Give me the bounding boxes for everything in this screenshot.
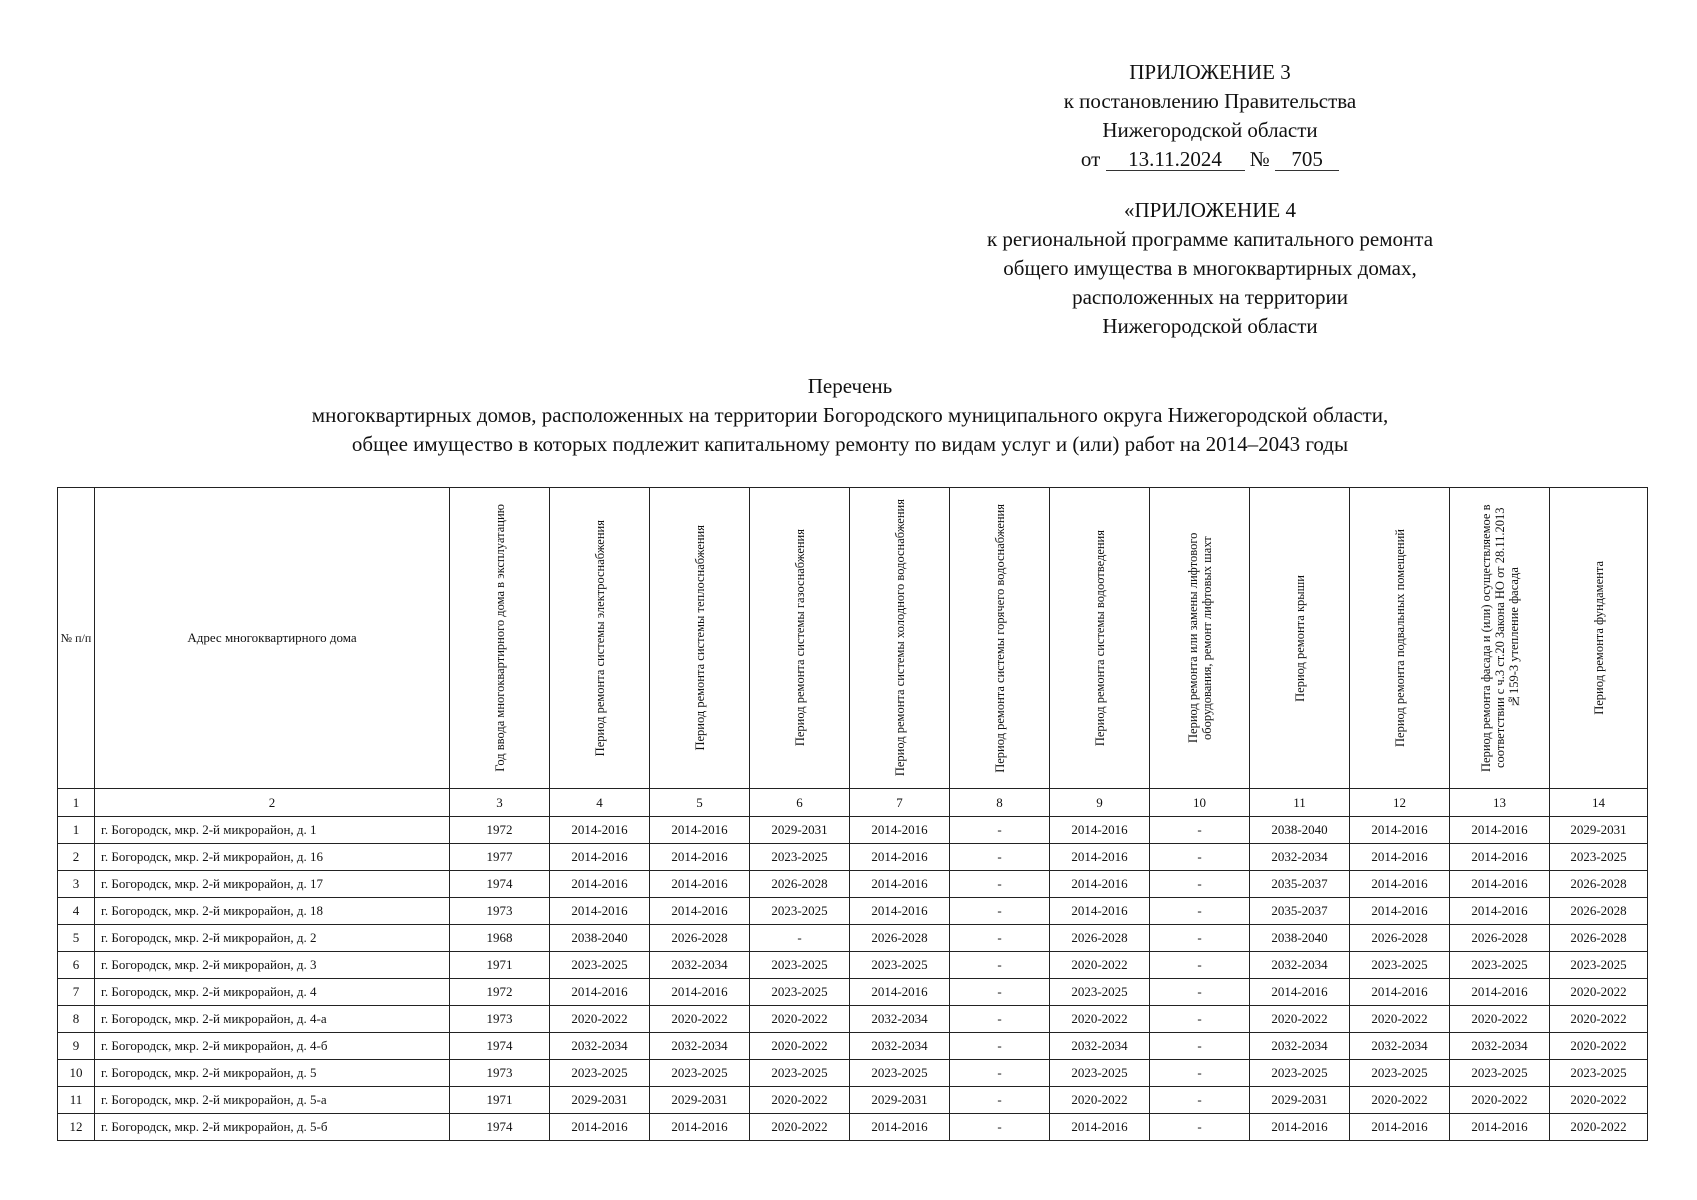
power-period-cell: 2038-2040 [550,925,650,952]
column-number-cell: 12 [1350,789,1450,817]
basement-period-cell: 2014-2016 [1350,844,1450,871]
address-cell: г. Богородск, мкр. 2-й микрорайон, д. 16 [95,844,450,871]
resolution-date: 13.11.2024 [1106,148,1245,171]
power-period-cell: 2032-2034 [550,1033,650,1060]
address-cell: г. Богородск, мкр. 2-й микрорайон, д. 5-б [95,1114,450,1141]
hot-water-period-cell: - [950,1006,1050,1033]
foundation-period-cell: 2026-2028 [1550,871,1648,898]
hot-water-period-cell: - [950,979,1050,1006]
basement-period-cell: 2014-2016 [1350,871,1450,898]
hot-water-period-cell: - [950,1033,1050,1060]
power-period-cell: 2023-2025 [550,952,650,979]
heating-period-cell: 2032-2034 [650,952,750,979]
column-number-cell: 6 [750,789,850,817]
column-number-cell: 13 [1450,789,1550,817]
basement-period-cell: 2014-2016 [1350,979,1450,1006]
cold-water-period-cell: 2026-2028 [850,925,950,952]
header-label: Период ремонта системы водоотведения [1092,529,1107,747]
cold-water-period-cell: 2023-2025 [850,952,950,979]
elevator-period-cell: - [1150,817,1250,844]
hot-water-period-cell: - [950,925,1050,952]
column-number-cell: 14 [1550,789,1648,817]
elevator-period-cell: - [1150,871,1250,898]
column-number-cell: 7 [850,789,950,817]
address-cell: г. Богородск, мкр. 2-й микрорайон, д. 5-а [95,1087,450,1114]
repair-schedule-table [57,487,1648,1141]
header-label: Период ремонта системы холодного водоснабжения [892,499,907,777]
column-number-cell: 1 [58,789,95,817]
roof-period-cell: 2023-2025 [1250,1060,1350,1087]
elevator-period-cell: - [1150,1087,1250,1114]
row-number-cell: 11 [58,1087,95,1114]
gas-period-cell: 2023-2025 [750,952,850,979]
header-cell-gas [750,488,850,789]
cold-water-period-cell: 2014-2016 [850,871,950,898]
cold-water-period-cell: 2014-2016 [850,1114,950,1141]
table-row [58,952,1648,979]
basement-period-cell: 2020-2022 [1350,1006,1450,1033]
table-row [58,1060,1648,1087]
header-label: Период ремонта фасада и (или) осуществляемое в соответствии с ч.3 ст.20 Закона НО от 28.11.2013 №159-З утепление фасада [1478,504,1521,772]
annex3-date-line [1010,145,1410,174]
gas-period-cell: 2020-2022 [750,1033,850,1060]
roof-period-cell: 2029-2031 [1250,1087,1350,1114]
row-number-cell: 12 [58,1114,95,1141]
drainage-period-cell: 2014-2016 [1050,871,1150,898]
roof-period-cell: 2032-2034 [1250,952,1350,979]
roof-period-cell: 2032-2034 [1250,844,1350,871]
hot-water-period-cell: - [950,871,1050,898]
column-number-row [58,789,1648,817]
cold-water-period-cell: 2032-2034 [850,1033,950,1060]
gas-period-cell: 2023-2025 [750,1060,850,1087]
cold-water-period-cell: 2023-2025 [850,1060,950,1087]
heating-period-cell: 2014-2016 [650,844,750,871]
power-period-cell: 2014-2016 [550,871,650,898]
commission-year-cell: 1974 [450,1033,550,1060]
table-row [58,844,1648,871]
header-cell-cold-water [850,488,950,789]
commission-year-cell: 1973 [450,1060,550,1087]
table-row [58,1006,1648,1033]
address-cell: г. Богородск, мкр. 2-й микрорайон, д. 4-а [95,1006,450,1033]
header-cell-address: Адрес многоквартирного дома [95,488,450,789]
cold-water-period-cell: 2032-2034 [850,1006,950,1033]
drainage-period-cell: 2032-2034 [1050,1033,1150,1060]
row-number-cell: 9 [58,1033,95,1060]
cold-water-period-cell: 2014-2016 [850,898,950,925]
column-number-cell: 5 [650,789,750,817]
gas-period-cell: - [750,925,850,952]
hot-water-period-cell: - [950,1114,1050,1141]
gas-period-cell: 2023-2025 [750,898,850,925]
foundation-period-cell: 2020-2022 [1550,1006,1648,1033]
foundation-period-cell: 2026-2028 [1550,925,1648,952]
gas-period-cell: 2020-2022 [750,1006,850,1033]
from-label: от [1080,147,1101,171]
address-cell: г. Богородск, мкр. 2-й микрорайон, д. 2 [95,925,450,952]
facade-period-cell: 2020-2022 [1450,1087,1550,1114]
facade-period-cell: 2014-2016 [1450,871,1550,898]
commission-year-cell: 1971 [450,952,550,979]
heating-period-cell: 2029-2031 [650,1087,750,1114]
power-period-cell: 2014-2016 [550,817,650,844]
header-cell-hot-water [950,488,1050,789]
table-body [58,817,1648,1141]
drainage-period-cell: 2020-2022 [1050,952,1150,979]
gas-period-cell: 2026-2028 [750,871,850,898]
hot-water-period-cell: - [950,1060,1050,1087]
annex4-line2: общего имущества в многоквартирных домах, [1003,256,1417,280]
table-row [58,979,1648,1006]
annex4-line3: расположенных на территории [1072,285,1348,309]
gas-period-cell: 2023-2025 [750,979,850,1006]
address-cell: г. Богородск, мкр. 2-й микрорайон, д. 4 [95,979,450,1006]
column-number-cell: 10 [1150,789,1250,817]
heating-period-cell: 2014-2016 [650,898,750,925]
elevator-period-cell: - [1150,979,1250,1006]
commission-year-cell: 1974 [450,871,550,898]
column-number-cell: 2 [95,789,450,817]
annex4-line1: к региональной программе капитального ремонта [986,227,1434,251]
column-number-cell: 3 [450,789,550,817]
commission-year-cell: 1972 [450,817,550,844]
foundation-period-cell: 2023-2025 [1550,952,1648,979]
facade-period-cell: 2014-2016 [1450,1114,1550,1141]
roof-period-cell: 2038-2040 [1250,817,1350,844]
table-row [58,1087,1648,1114]
basement-period-cell: 2026-2028 [1350,925,1450,952]
address-cell: г. Богородск, мкр. 2-й микрорайон, д. 5 [95,1060,450,1087]
header-cell-drainage [1050,488,1150,789]
row-number-cell: 6 [58,952,95,979]
basement-period-cell: 2014-2016 [1350,898,1450,925]
commission-year-cell: 1973 [450,1006,550,1033]
hot-water-period-cell: - [950,898,1050,925]
facade-period-cell: 2032-2034 [1450,1033,1550,1060]
hot-water-period-cell: - [950,952,1050,979]
power-period-cell: 2014-2016 [550,844,650,871]
elevator-period-cell: - [1150,1060,1250,1087]
commission-year-cell: 1977 [450,844,550,871]
roof-period-cell: 2038-2040 [1250,925,1350,952]
header-cell-year [450,488,550,789]
basement-period-cell: 2014-2016 [1350,1114,1450,1141]
table-row [58,871,1648,898]
heating-period-cell: 2032-2034 [650,1033,750,1060]
list-title-line1: Перечень [807,374,893,398]
elevator-period-cell: - [1150,1033,1250,1060]
facade-period-cell: 2023-2025 [1450,952,1550,979]
header-cell-heating [650,488,750,789]
foundation-period-cell: 2023-2025 [1550,1060,1648,1087]
facade-period-cell: 2023-2025 [1450,1060,1550,1087]
foundation-period-cell: 2020-2022 [1550,1114,1648,1141]
heating-period-cell: 2026-2028 [650,925,750,952]
facade-period-cell: 2014-2016 [1450,844,1550,871]
number-label: № [1249,147,1270,171]
elevator-period-cell: - [1150,1006,1250,1033]
column-number-cell: 4 [550,789,650,817]
cold-water-period-cell: 2014-2016 [850,979,950,1006]
heating-period-cell: 2014-2016 [650,979,750,1006]
row-number-cell: 7 [58,979,95,1006]
resolution-number: 705 [1275,148,1339,171]
gas-period-cell: 2020-2022 [750,1087,850,1114]
column-number-cell: 8 [950,789,1050,817]
gas-period-cell: 2023-2025 [750,844,850,871]
heating-period-cell: 2023-2025 [650,1060,750,1087]
basement-period-cell: 2023-2025 [1350,952,1450,979]
foundation-period-cell: 2029-2031 [1550,817,1648,844]
address-cell: г. Богородск, мкр. 2-й микрорайон, д. 4-б [95,1033,450,1060]
commission-year-cell: 1968 [450,925,550,952]
basement-period-cell: 2014-2016 [1350,817,1450,844]
header-cell-elevator [1150,488,1250,789]
elevator-period-cell: - [1150,844,1250,871]
drainage-period-cell: 2014-2016 [1050,844,1150,871]
list-title-line2: многоквартирных домов, расположенных на территории Богородского муниципального округа Нижегородской области, [311,403,1389,427]
annex3-header [1010,58,1410,174]
facade-period-cell: 2020-2022 [1450,1006,1550,1033]
annex4-line4: Нижегородской области [1102,314,1318,338]
drainage-period-cell: 2020-2022 [1050,1087,1150,1114]
power-period-cell: 2023-2025 [550,1060,650,1087]
heating-period-cell: 2014-2016 [650,817,750,844]
power-period-cell: 2014-2016 [550,898,650,925]
foundation-period-cell: 2020-2022 [1550,1033,1648,1060]
address-cell: г. Богородск, мкр. 2-й микрорайон, д. 1 [95,817,450,844]
basement-period-cell: 2020-2022 [1350,1087,1450,1114]
header-label: Период ремонта системы теплоснабжения [692,525,707,751]
basement-period-cell: 2032-2034 [1350,1033,1450,1060]
elevator-period-cell: - [1150,925,1250,952]
column-number-cell: 11 [1250,789,1350,817]
header-cell-power [550,488,650,789]
commission-year-cell: 1974 [450,1114,550,1141]
roof-period-cell: 2035-2037 [1250,871,1350,898]
column-number-cell: 9 [1050,789,1150,817]
header-label: Период ремонта системы горячего водоснабжения [992,503,1007,773]
row-number-cell: 2 [58,844,95,871]
table-row [58,898,1648,925]
table-row [58,1033,1648,1060]
row-number-cell: 8 [58,1006,95,1033]
row-number-cell: 1 [58,817,95,844]
row-number-cell: 4 [58,898,95,925]
header-cell-number: № п/п [58,488,95,789]
annex4-header [900,196,1520,341]
drainage-period-cell: 2023-2025 [1050,979,1150,1006]
header-cell-basement [1350,488,1450,789]
drainage-period-cell: 2020-2022 [1050,1006,1150,1033]
cold-water-period-cell: 2014-2016 [850,844,950,871]
roof-period-cell: 2014-2016 [1250,1114,1350,1141]
drainage-period-cell: 2014-2016 [1050,817,1150,844]
header-label: Период ремонта или замены лифтового оборудования, ремонт лифтовых шахт [1185,532,1214,744]
roof-period-cell: 2020-2022 [1250,1006,1350,1033]
elevator-period-cell: - [1150,952,1250,979]
roof-period-cell: 2014-2016 [1250,979,1350,1006]
table-row [58,925,1648,952]
commission-year-cell: 1971 [450,1087,550,1114]
roof-period-cell: 2035-2037 [1250,898,1350,925]
foundation-period-cell: 2023-2025 [1550,844,1648,871]
table-row [58,1114,1648,1141]
gas-period-cell: 2029-2031 [750,817,850,844]
cold-water-period-cell: 2029-2031 [850,1087,950,1114]
header-label: Период ремонта подвальных помещений [1392,529,1407,747]
facade-period-cell: 2014-2016 [1450,898,1550,925]
drainage-period-cell: 2014-2016 [1050,898,1150,925]
address-cell: г. Богородск, мкр. 2-й микрорайон, д. 18 [95,898,450,925]
heating-period-cell: 2020-2022 [650,1006,750,1033]
annex3-line1: к постановлению Правительства [1063,89,1357,113]
foundation-period-cell: 2026-2028 [1550,898,1648,925]
header-cell-foundation [1550,488,1648,789]
annex3-title: ПРИЛОЖЕНИЕ 3 [1129,60,1291,84]
row-number-cell: 3 [58,871,95,898]
facade-period-cell: 2014-2016 [1450,817,1550,844]
header-label: Период ремонта системы электроснабжения [592,519,607,757]
list-title [150,372,1550,459]
commission-year-cell: 1972 [450,979,550,1006]
drainage-period-cell: 2014-2016 [1050,1114,1150,1141]
power-period-cell: 2014-2016 [550,979,650,1006]
roof-period-cell: 2032-2034 [1250,1033,1350,1060]
address-cell: г. Богородск, мкр. 2-й микрорайон, д. 3 [95,952,450,979]
drainage-period-cell: 2023-2025 [1050,1060,1150,1087]
annex3-line2: Нижегородской области [1102,118,1318,142]
row-number-cell: 10 [58,1060,95,1087]
header-cell-facade [1450,488,1550,789]
cold-water-period-cell: 2014-2016 [850,817,950,844]
elevator-period-cell: - [1150,898,1250,925]
gas-period-cell: 2020-2022 [750,1114,850,1141]
power-period-cell: 2020-2022 [550,1006,650,1033]
row-number-cell: 5 [58,925,95,952]
foundation-period-cell: 2020-2022 [1550,1087,1648,1114]
header-row [58,488,1648,789]
power-period-cell: 2029-2031 [550,1087,650,1114]
heating-period-cell: 2014-2016 [650,1114,750,1141]
heating-period-cell: 2014-2016 [650,871,750,898]
facade-period-cell: 2014-2016 [1450,979,1550,1006]
hot-water-period-cell: - [950,1087,1050,1114]
address-cell: г. Богородск, мкр. 2-й микрорайон, д. 17 [95,871,450,898]
header-label: Год ввода многоквартирного дома в эксплуатацию [492,504,507,772]
hot-water-period-cell: - [950,844,1050,871]
power-period-cell: 2014-2016 [550,1114,650,1141]
drainage-period-cell: 2026-2028 [1050,925,1150,952]
hot-water-period-cell: - [950,817,1050,844]
header-label: Период ремонта фундамента [1591,561,1606,715]
header-label: Период ремонта системы газоснабжения [792,529,807,747]
header-cell-roof [1250,488,1350,789]
basement-period-cell: 2023-2025 [1350,1060,1450,1087]
list-title-line3: общее имущество в которых подлежит капитальному ремонту по видам услуг и (или) работ на 2014–2043 годы [351,432,1349,456]
foundation-period-cell: 2020-2022 [1550,979,1648,1006]
header-label: Период ремонта крыши [1292,574,1307,702]
annex4-title: «ПРИЛОЖЕНИЕ 4 [1124,198,1296,222]
commission-year-cell: 1973 [450,898,550,925]
facade-period-cell: 2026-2028 [1450,925,1550,952]
table-row [58,817,1648,844]
elevator-period-cell: - [1150,1114,1250,1141]
